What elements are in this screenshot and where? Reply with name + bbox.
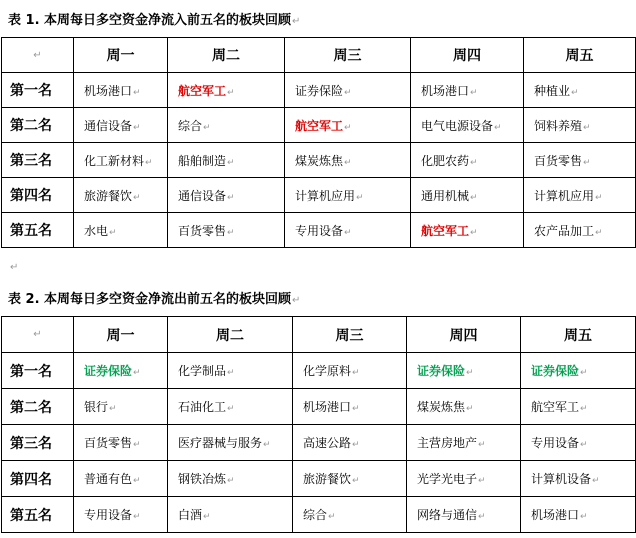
sector-name: 机场港口 ↵ xyxy=(84,84,141,98)
rank-label: 第一名 xyxy=(2,353,74,389)
sector-name: 证券保险 ↵ xyxy=(531,364,588,378)
table1-caption-text: 表 1. 本周每日多空资金净流入前五名的板块回顾 xyxy=(8,13,292,28)
sector-name: 航空军工 ↵ xyxy=(178,84,235,98)
sector-cell xyxy=(168,461,293,497)
header-row xyxy=(2,317,636,353)
sector-name: 百货零售 ↵ xyxy=(84,436,141,450)
sector-cell xyxy=(74,497,168,533)
sector-cell xyxy=(285,213,411,248)
sector-cell xyxy=(285,143,411,178)
sector-cell xyxy=(74,143,168,178)
rank-label: 第一名 xyxy=(2,73,74,108)
rank-label: 第二名 xyxy=(2,108,74,143)
sector-name: 通用机械 ↵ xyxy=(421,189,478,203)
table-row xyxy=(2,178,636,213)
sector-name: 化工新材料 ↵ xyxy=(84,154,153,168)
sector-name: 专用设备 ↵ xyxy=(84,508,141,522)
sector-cell xyxy=(168,389,293,425)
paragraph-mark-icon: ↵ xyxy=(292,295,301,306)
sector-name: 计算机设备 ↵ xyxy=(531,472,600,486)
day-header: 周二 xyxy=(168,38,285,73)
sector-cell xyxy=(74,73,168,108)
sector-name: 普通有色 ↵ xyxy=(84,472,141,486)
sector-name: 航空军工 ↵ xyxy=(531,400,588,414)
sector-name: 煤炭炼焦 ↵ xyxy=(417,400,474,414)
table-row xyxy=(2,425,636,461)
sector-name: 机场港口 ↵ xyxy=(303,400,360,414)
sector-name: 主营房地产 ↵ xyxy=(417,436,486,450)
sector-name: 银行 ↵ xyxy=(84,400,117,414)
sector-cell xyxy=(407,389,521,425)
rank-label: 第五名 xyxy=(2,213,74,248)
sector-cell xyxy=(293,389,407,425)
sector-cell xyxy=(168,497,293,533)
table-row xyxy=(2,143,636,178)
sector-cell xyxy=(74,178,168,213)
sector-cell xyxy=(74,353,168,389)
sector-cell xyxy=(411,73,524,108)
table-row xyxy=(2,353,636,389)
rank-label: 第四名 xyxy=(2,178,74,213)
table1-caption xyxy=(8,13,300,30)
day-header: 周四 xyxy=(411,38,524,73)
sector-cell xyxy=(293,353,407,389)
sector-cell xyxy=(521,461,636,497)
sector-name: 旅游餐饮 ↵ xyxy=(303,472,360,486)
sector-cell xyxy=(411,213,524,248)
day-header: 周三 xyxy=(285,38,411,73)
sector-name: 光学光电子 ↵ xyxy=(417,472,486,486)
corner-cell: ↵ xyxy=(2,317,74,353)
sector-cell xyxy=(293,425,407,461)
sector-name: 通信设备 ↵ xyxy=(84,119,141,133)
day-header: 周四 xyxy=(407,317,521,353)
sector-cell xyxy=(74,213,168,248)
sector-cell xyxy=(168,425,293,461)
sector-cell xyxy=(524,108,636,143)
rank-label: 第四名 xyxy=(2,461,74,497)
sector-cell xyxy=(168,73,285,108)
table-row xyxy=(2,497,636,533)
sector-name: 旅游餐饮 ↵ xyxy=(84,189,141,203)
table-row xyxy=(2,108,636,143)
sector-name: 化学原料 ↵ xyxy=(303,364,360,378)
sector-name: 煤炭炼焦 ↵ xyxy=(295,154,352,168)
sector-cell xyxy=(168,178,285,213)
inflow-table xyxy=(1,37,636,248)
sector-name: 计算机应用 ↵ xyxy=(295,189,364,203)
sector-name: 高速公路 ↵ xyxy=(303,436,360,450)
sector-name: 专用设备 ↵ xyxy=(295,224,352,238)
sector-cell xyxy=(407,461,521,497)
sector-cell xyxy=(168,213,285,248)
sector-cell xyxy=(293,461,407,497)
sector-name: 医疗器械与服务 ↵ xyxy=(178,436,271,450)
sector-name: 专用设备 ↵ xyxy=(531,436,588,450)
rank-label: 第三名 xyxy=(2,143,74,178)
sector-name: 种植业 ↵ xyxy=(534,84,579,98)
sector-cell xyxy=(407,497,521,533)
table-row xyxy=(2,389,636,425)
day-header: 周五 xyxy=(524,38,636,73)
sector-name: 水电 ↵ xyxy=(84,224,117,238)
sector-cell xyxy=(168,353,293,389)
day-header: 周二 xyxy=(168,317,293,353)
sector-name: 航空军工 ↵ xyxy=(295,119,352,133)
table2-caption-text: 表 2. 本周每日多空资金净流出前五名的板块回顾 xyxy=(8,292,292,307)
sector-cell xyxy=(524,143,636,178)
sector-cell xyxy=(407,353,521,389)
sector-cell xyxy=(524,73,636,108)
rank-label: 第三名 xyxy=(2,425,74,461)
table2-caption xyxy=(8,292,300,309)
sector-cell xyxy=(74,425,168,461)
sector-cell xyxy=(521,497,636,533)
sector-name: 通信设备 ↵ xyxy=(178,189,235,203)
sector-name: 钢铁冶炼 ↵ xyxy=(178,472,235,486)
sector-name: 饲料养殖 ↵ xyxy=(534,119,591,133)
paragraph-mark-icon: ↵ xyxy=(10,262,19,273)
day-header: 周一 xyxy=(74,38,168,73)
sector-name: 证券保险 ↵ xyxy=(417,364,474,378)
sector-name: 航空军工 ↵ xyxy=(421,224,478,238)
sector-cell xyxy=(411,143,524,178)
sector-name: 百货零售 ↵ xyxy=(534,154,591,168)
sector-name: 证券保险 ↵ xyxy=(84,364,141,378)
sector-name: 化学制品 ↵ xyxy=(178,364,235,378)
sector-name: 化肥农药 ↵ xyxy=(421,154,478,168)
paragraph-mark-icon: ↵ xyxy=(292,16,301,27)
sector-name: 综合 ↵ xyxy=(303,508,336,522)
sector-cell xyxy=(521,389,636,425)
sector-name: 石油化工 ↵ xyxy=(178,400,235,414)
rank-label: 第五名 xyxy=(2,497,74,533)
sector-cell xyxy=(521,425,636,461)
day-header: 周一 xyxy=(74,317,168,353)
sector-cell xyxy=(285,73,411,108)
sector-name: 白酒 ↵ xyxy=(178,508,211,522)
sector-name: 机场港口 ↵ xyxy=(421,84,478,98)
sector-name: 农产品加工 ↵ xyxy=(534,224,603,238)
sector-cell xyxy=(411,108,524,143)
sector-name: 综合 ↵ xyxy=(178,119,211,133)
sector-cell xyxy=(285,108,411,143)
header-row xyxy=(2,38,636,73)
corner-cell: ↵ xyxy=(2,38,74,73)
sector-name: 电气电源设备 ↵ xyxy=(421,119,502,133)
sector-cell xyxy=(293,497,407,533)
sector-cell xyxy=(168,143,285,178)
sector-name: 证券保险 ↵ xyxy=(295,84,352,98)
table-row xyxy=(2,213,636,248)
sector-cell xyxy=(74,461,168,497)
sector-name: 船舶制造 ↵ xyxy=(178,154,235,168)
sector-name: 百货零售 ↵ xyxy=(178,224,235,238)
sector-cell xyxy=(74,108,168,143)
table-row xyxy=(2,461,636,497)
day-header: 周五 xyxy=(521,317,636,353)
day-header: 周三 xyxy=(293,317,407,353)
table-row xyxy=(2,73,636,108)
rank-label: 第二名 xyxy=(2,389,74,425)
sector-name: 机场港口 ↵ xyxy=(531,508,588,522)
sector-name: 计算机应用 ↵ xyxy=(534,189,603,203)
sector-cell xyxy=(285,178,411,213)
sector-cell xyxy=(521,353,636,389)
sector-cell xyxy=(74,389,168,425)
sector-cell xyxy=(168,108,285,143)
sector-cell xyxy=(524,213,636,248)
sector-cell xyxy=(407,425,521,461)
sector-cell xyxy=(411,178,524,213)
sector-cell xyxy=(524,178,636,213)
sector-name: 网络与通信 ↵ xyxy=(417,508,486,522)
outflow-table xyxy=(1,316,636,533)
